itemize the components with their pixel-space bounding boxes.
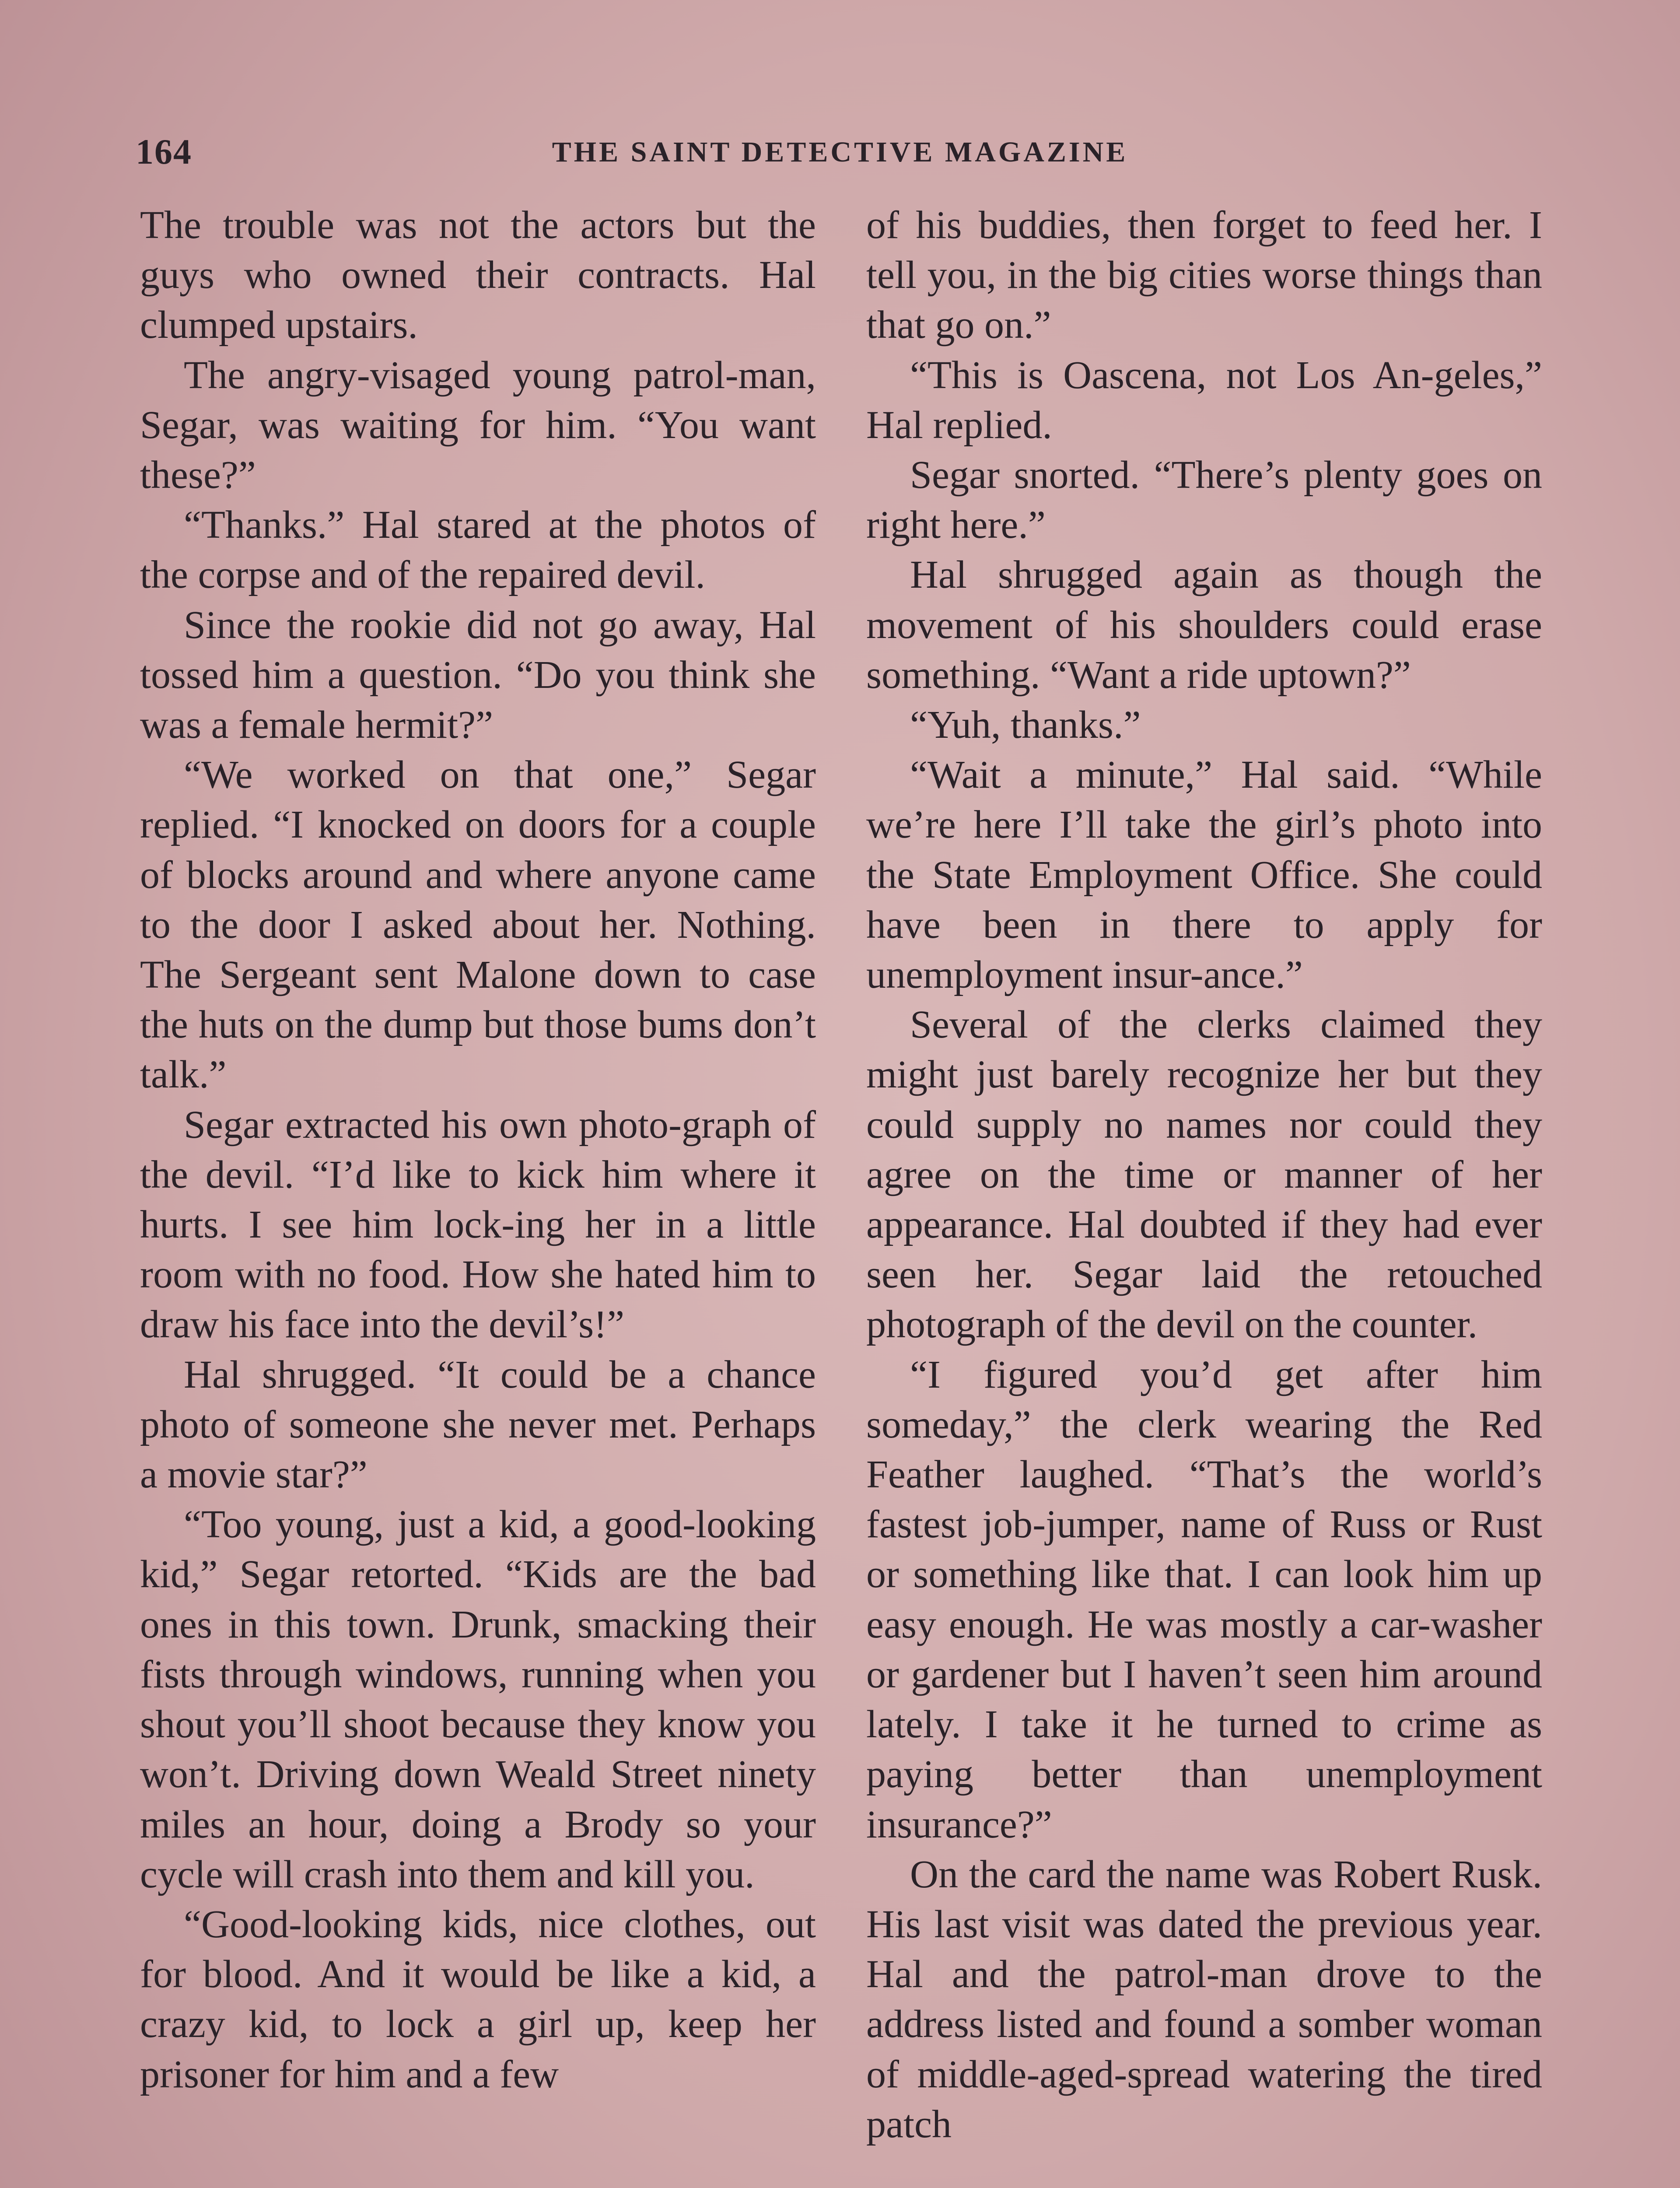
paragraph: Segar extracted his own photo-graph of the devil. “I’d like to kick him where it hurts. I see him lock-ing her in a little room with no food. How she hated him to draw his face into the devil’s!”	[140, 1103, 816, 1346]
paragraph: “Yuh, thanks.”	[910, 703, 1141, 747]
paragraph: On the card the name was Robert Rusk. His last visit was dated the previous year. Hal and the patrol-man drove to the address listed and found a somber woman of middle-aged-spread watering the tired patch	[866, 1852, 1542, 2146]
paragraph: “Good-looking kids, nice clothes, out for blood. And it would be like a kid, a crazy kid, to lock a girl up, keep her prisoner for him and a few	[140, 1902, 816, 2096]
paragraph: “We worked on that one,” Segar replied. “I knocked on doors for a couple of blocks around and where anyone came to the door I asked about her. Nothing. The Sergeant sent Malone down to case the huts on the dump but those bums don’t talk.”	[140, 753, 816, 1097]
paragraph: of his buddies, then forget to feed her. I tell you, in the big cities worse things than that go on.”	[866, 203, 1542, 347]
paragraph: The angry-visaged young patrol-man, Segar, was waiting for him. “You want these?”	[140, 353, 816, 497]
running-title: THE SAINT DETECTIVE MAGAZINE	[552, 136, 1128, 168]
paragraph: Segar snorted. “There’s plenty goes on right here.”	[866, 453, 1542, 547]
paragraph: “I figured you’d get after him someday,” the clerk wearing the Red Feather laughed. “That’s the world’s fastest job-jumper, name of Russ or Rust or something like that. I can look him up easy enough. He was mostly a car-washer or gardener but I haven’t seen him around lately. I take it he turned to crime as paying better than unemployment insurance?”	[866, 1353, 1542, 1846]
paragraph: “Wait a minute,” Hal said. “While we’re here I’ll take the girl’s photo into the State Employment Office. She could have been in there to apply for unemployment insur-ance.”	[866, 753, 1542, 997]
page-header	[136, 131, 1544, 184]
paragraph: “Too young, just a kid, a good-looking kid,” Segar retorted. “Kids are the bad ones in this town. Drunk, smacking their fists through windows, running when you shout you’ll shoot because they know you won’t. Driving down Weald Street ninety miles an hour, doing a Brody so your cycle will crash into them and kill you.	[140, 1503, 816, 1896]
right-column	[866, 200, 1542, 2149]
paragraph: Hal shrugged again as though the movement of his shoulders could erase something. “Want a ride uptown?”	[866, 553, 1542, 697]
paragraph: Several of the clerks claimed they might just barely recognize her but they could supply no names nor could they agree on the time or manner of her appearance. Hal doubted if they had ever seen her. Segar laid the retouched photograph of the devil on the counter.	[866, 1003, 1542, 1346]
paragraph: “This is Oascena, not Los An-geles,” Hal replied.	[866, 353, 1542, 447]
paragraph: “Thanks.” Hal stared at the photos of the corpse and of the repaired devil.	[140, 503, 816, 597]
left-column	[140, 200, 816, 2100]
paragraph: The trouble was not the actors but the guys who owned their contracts. Hal clumped upstairs.	[140, 203, 816, 347]
paragraph: Since the rookie did not go away, Hal tossed him a question. “Do you think she was a female hermit?”	[140, 603, 816, 747]
paragraph: Hal shrugged. “It could be a chance photo of someone she never met. Perhaps a movie star?”	[140, 1353, 816, 1497]
page-number: 164	[136, 132, 192, 172]
